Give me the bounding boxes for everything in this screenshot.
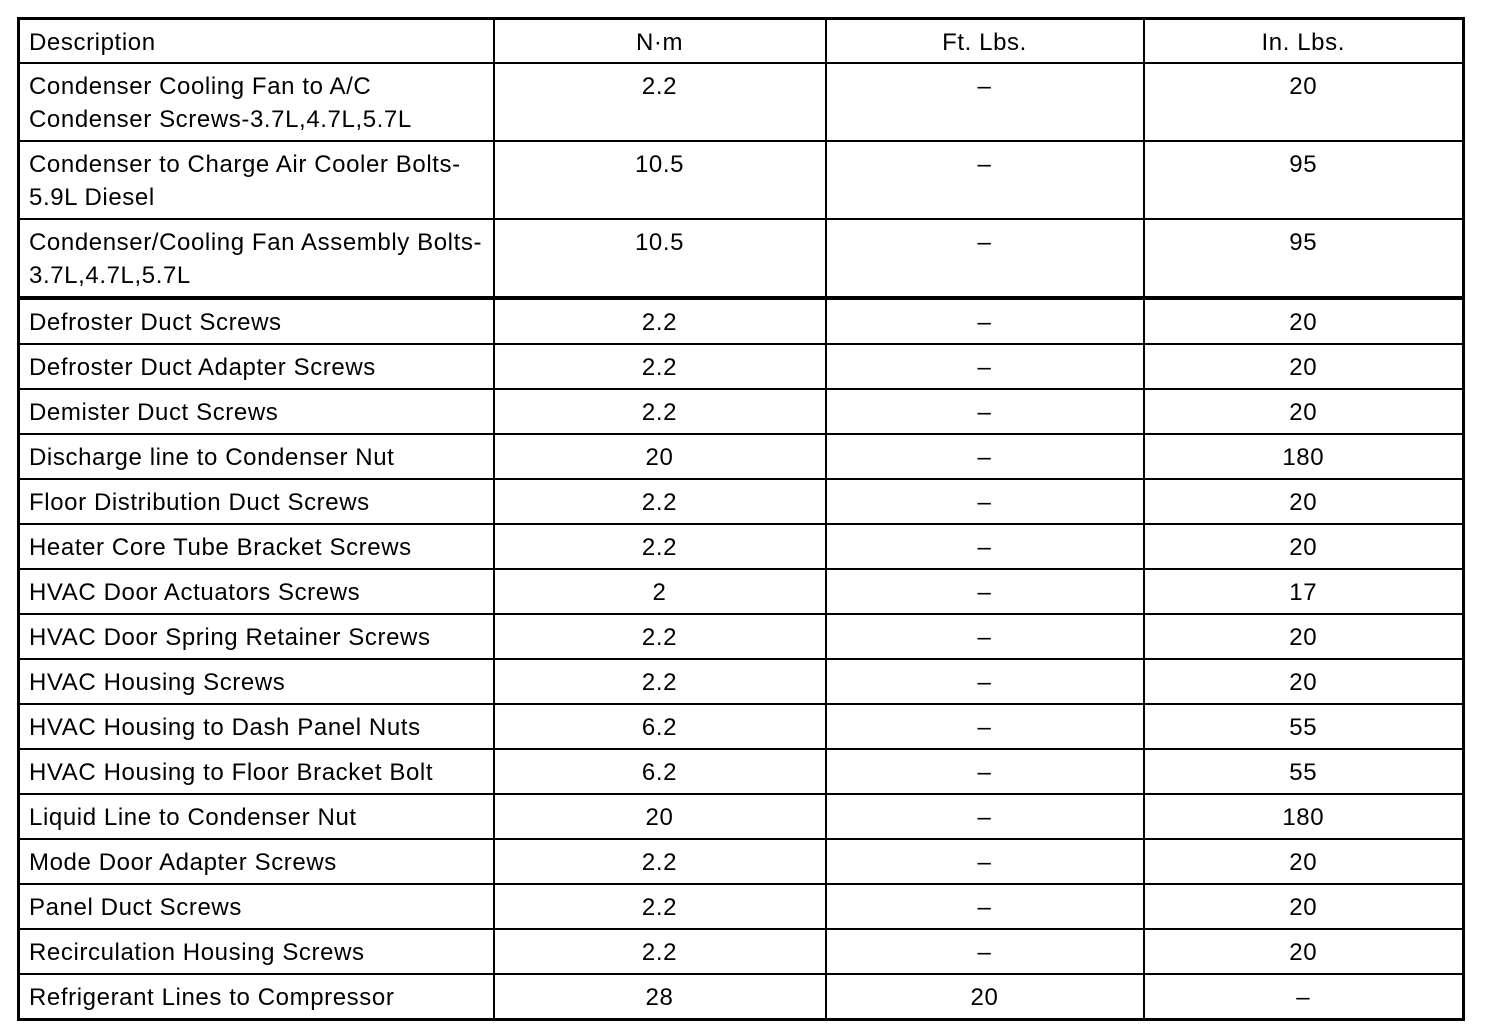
table-row xyxy=(19,929,1464,974)
table-row xyxy=(19,479,1464,524)
row-inch-pounds: 180 xyxy=(1144,794,1464,839)
row-foot-pounds: – xyxy=(826,659,1144,704)
row-description: Recirculation Housing Screws xyxy=(19,929,494,974)
table-row xyxy=(19,141,1464,219)
table-row xyxy=(19,219,1464,298)
row-description: HVAC Door Actuators Screws xyxy=(19,569,494,614)
row-description: Condenser to Charge Air Cooler Bolts-5.9L Diesel xyxy=(19,141,494,219)
row-inch-pounds: 20 xyxy=(1144,524,1464,569)
row-newton-meters: 20 xyxy=(494,794,826,839)
row-inch-pounds: 20 xyxy=(1144,884,1464,929)
row-description: HVAC Housing Screws xyxy=(19,659,494,704)
row-newton-meters: 2 xyxy=(494,569,826,614)
header-inch-pounds: In. Lbs. xyxy=(1144,19,1464,64)
table-row xyxy=(19,389,1464,434)
table-row xyxy=(19,704,1464,749)
row-newton-meters: 28 xyxy=(494,974,826,1020)
row-newton-meters: 2.2 xyxy=(494,614,826,659)
row-description: Defroster Duct Screws xyxy=(19,298,494,344)
row-newton-meters: 2.2 xyxy=(494,839,826,884)
row-newton-meters: 2.2 xyxy=(494,659,826,704)
row-foot-pounds: – xyxy=(826,479,1144,524)
row-description: Condenser Cooling Fan to A/C Condenser Screws-3.7L,4.7L,5.7L xyxy=(19,63,494,141)
row-description: HVAC Door Spring Retainer Screws xyxy=(19,614,494,659)
row-foot-pounds: – xyxy=(826,884,1144,929)
row-newton-meters: 2.2 xyxy=(494,884,826,929)
row-newton-meters: 2.2 xyxy=(494,479,826,524)
row-newton-meters: 6.2 xyxy=(494,704,826,749)
row-description: Floor Distribution Duct Screws xyxy=(19,479,494,524)
row-description: Mode Door Adapter Screws xyxy=(19,839,494,884)
row-newton-meters: 10.5 xyxy=(494,219,826,298)
row-inch-pounds: 20 xyxy=(1144,389,1464,434)
table-row xyxy=(19,749,1464,794)
table-row xyxy=(19,434,1464,479)
row-newton-meters: 2.2 xyxy=(494,63,826,141)
table-row xyxy=(19,659,1464,704)
row-inch-pounds: 20 xyxy=(1144,298,1464,344)
row-inch-pounds: 20 xyxy=(1144,63,1464,141)
row-inch-pounds: 20 xyxy=(1144,479,1464,524)
row-inch-pounds: 20 xyxy=(1144,344,1464,389)
row-description: Heater Core Tube Bracket Screws xyxy=(19,524,494,569)
table-row xyxy=(19,884,1464,929)
header-newton-meters: N·m xyxy=(494,19,826,64)
row-foot-pounds: – xyxy=(826,141,1144,219)
row-inch-pounds: 20 xyxy=(1144,659,1464,704)
row-newton-meters: 20 xyxy=(494,434,826,479)
row-foot-pounds: – xyxy=(826,749,1144,794)
row-inch-pounds: 95 xyxy=(1144,219,1464,298)
row-foot-pounds: – xyxy=(826,524,1144,569)
row-inch-pounds: – xyxy=(1144,974,1464,1020)
row-newton-meters: 2.2 xyxy=(494,298,826,344)
row-newton-meters: 2.2 xyxy=(494,524,826,569)
row-foot-pounds: – xyxy=(826,344,1144,389)
row-inch-pounds: 55 xyxy=(1144,704,1464,749)
row-foot-pounds: – xyxy=(826,794,1144,839)
table-row xyxy=(19,298,1464,344)
table-row xyxy=(19,63,1464,141)
row-inch-pounds: 20 xyxy=(1144,929,1464,974)
table-row xyxy=(19,569,1464,614)
row-newton-meters: 2.2 xyxy=(494,389,826,434)
row-foot-pounds: – xyxy=(826,839,1144,884)
table-row xyxy=(19,614,1464,659)
row-foot-pounds: – xyxy=(826,389,1144,434)
table-row xyxy=(19,794,1464,839)
row-inch-pounds: 95 xyxy=(1144,141,1464,219)
row-foot-pounds: – xyxy=(826,63,1144,141)
row-foot-pounds: – xyxy=(826,614,1144,659)
header-description: Description xyxy=(19,19,494,64)
row-inch-pounds: 20 xyxy=(1144,839,1464,884)
row-inch-pounds: 20 xyxy=(1144,614,1464,659)
row-description: HVAC Housing to Dash Panel Nuts xyxy=(19,704,494,749)
row-newton-meters: 2.2 xyxy=(494,344,826,389)
row-foot-pounds: – xyxy=(826,434,1144,479)
row-foot-pounds: – xyxy=(826,219,1144,298)
row-inch-pounds: 17 xyxy=(1144,569,1464,614)
row-newton-meters: 6.2 xyxy=(494,749,826,794)
row-description: Defroster Duct Adapter Screws xyxy=(19,344,494,389)
row-newton-meters: 10.5 xyxy=(494,141,826,219)
row-description: Refrigerant Lines to Compressor xyxy=(19,974,494,1020)
row-description: Demister Duct Screws xyxy=(19,389,494,434)
row-newton-meters: 2.2 xyxy=(494,929,826,974)
row-description: HVAC Housing to Floor Bracket Bolt xyxy=(19,749,494,794)
row-description: Discharge line to Condenser Nut xyxy=(19,434,494,479)
row-foot-pounds: – xyxy=(826,929,1144,974)
table-row xyxy=(19,839,1464,884)
table-row xyxy=(19,344,1464,389)
row-foot-pounds: – xyxy=(826,298,1144,344)
torque-spec-table xyxy=(17,17,1465,1021)
table-row xyxy=(19,974,1464,1020)
table-header-row xyxy=(19,19,1464,64)
row-inch-pounds: 180 xyxy=(1144,434,1464,479)
row-foot-pounds: 20 xyxy=(826,974,1144,1020)
row-description: Panel Duct Screws xyxy=(19,884,494,929)
row-description: Liquid Line to Condenser Nut xyxy=(19,794,494,839)
row-description: Condenser/Cooling Fan Assembly Bolts-3.7L,4.7L,5.7L xyxy=(19,219,494,298)
row-foot-pounds: – xyxy=(826,569,1144,614)
table-row xyxy=(19,524,1464,569)
row-inch-pounds: 55 xyxy=(1144,749,1464,794)
header-foot-pounds: Ft. Lbs. xyxy=(826,19,1144,64)
row-foot-pounds: – xyxy=(826,704,1144,749)
